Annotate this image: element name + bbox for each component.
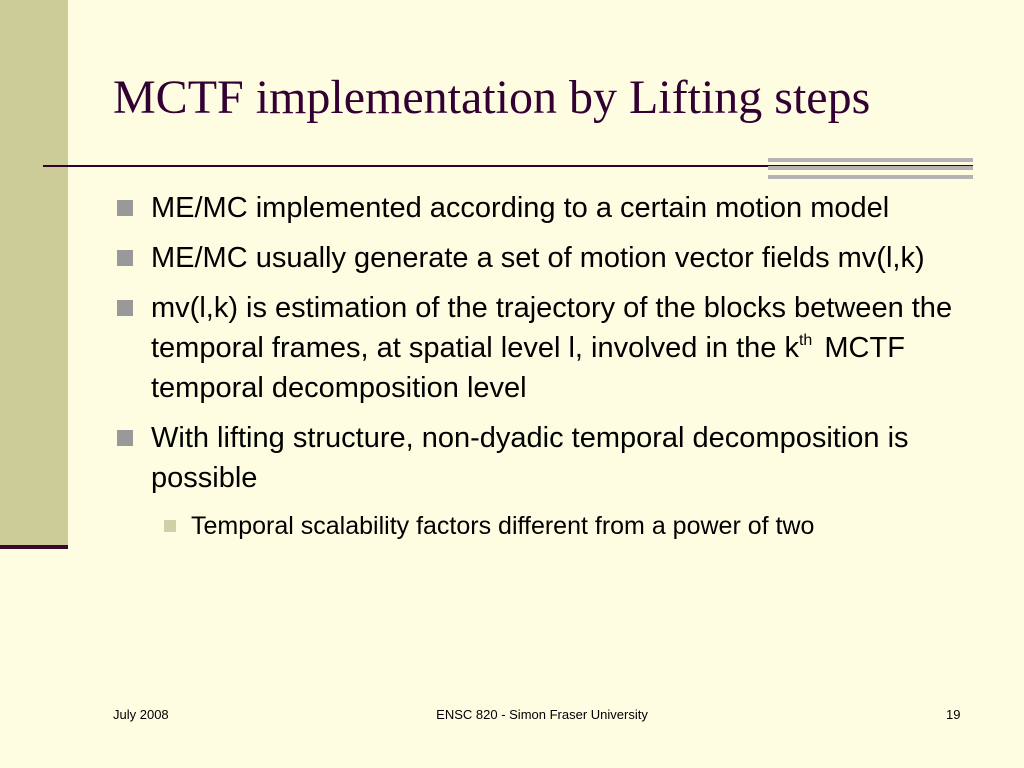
- bullet-text: With lifting structure, non-dyadic temporal decomposition is possible: [151, 422, 909, 494]
- bullet-text: ME/MC usually generate a set of motion vector fields mv(l,k): [151, 242, 925, 274]
- bullet-item: [117, 188, 1012, 228]
- footer-date: July 2008: [113, 707, 169, 722]
- left-sidebar-decoration: [0, 0, 68, 545]
- decor-line: [768, 175, 973, 179]
- square-bullet-icon: [117, 300, 133, 316]
- footer-course: ENSC 820 - Simon Fraser University: [436, 707, 648, 722]
- bullet-item: [117, 288, 1012, 408]
- bullet-item: [117, 418, 1012, 498]
- sub-bullet-item: [164, 508, 1012, 544]
- slide-title: MCTF implementation by Lifting steps: [113, 71, 871, 124]
- bullet-item: [117, 238, 1012, 278]
- bullet-text: mv(l,k) is estimation of the trajectory of the blocks between the temporal frames, at spatial level l, involved in the k: [151, 292, 953, 364]
- decor-line: [768, 166, 973, 170]
- square-bullet-icon: [117, 250, 133, 266]
- bullet-list: [117, 188, 1012, 544]
- bullet-text: ME/MC implemented according to a certain motion model: [151, 192, 890, 224]
- footer-page-number: 19: [946, 707, 961, 722]
- square-bullet-icon: [117, 200, 133, 216]
- square-bullet-icon: [117, 430, 133, 446]
- square-sub-bullet-icon: [164, 520, 176, 532]
- sub-bullet-text: Temporal scalability factors different from a power of two: [191, 512, 815, 540]
- superscript-th: th: [798, 332, 813, 349]
- bullet-text-continued: MCTF temporal decomposition level: [151, 332, 905, 404]
- sidebar-underline: [0, 545, 68, 549]
- decor-line: [768, 158, 973, 162]
